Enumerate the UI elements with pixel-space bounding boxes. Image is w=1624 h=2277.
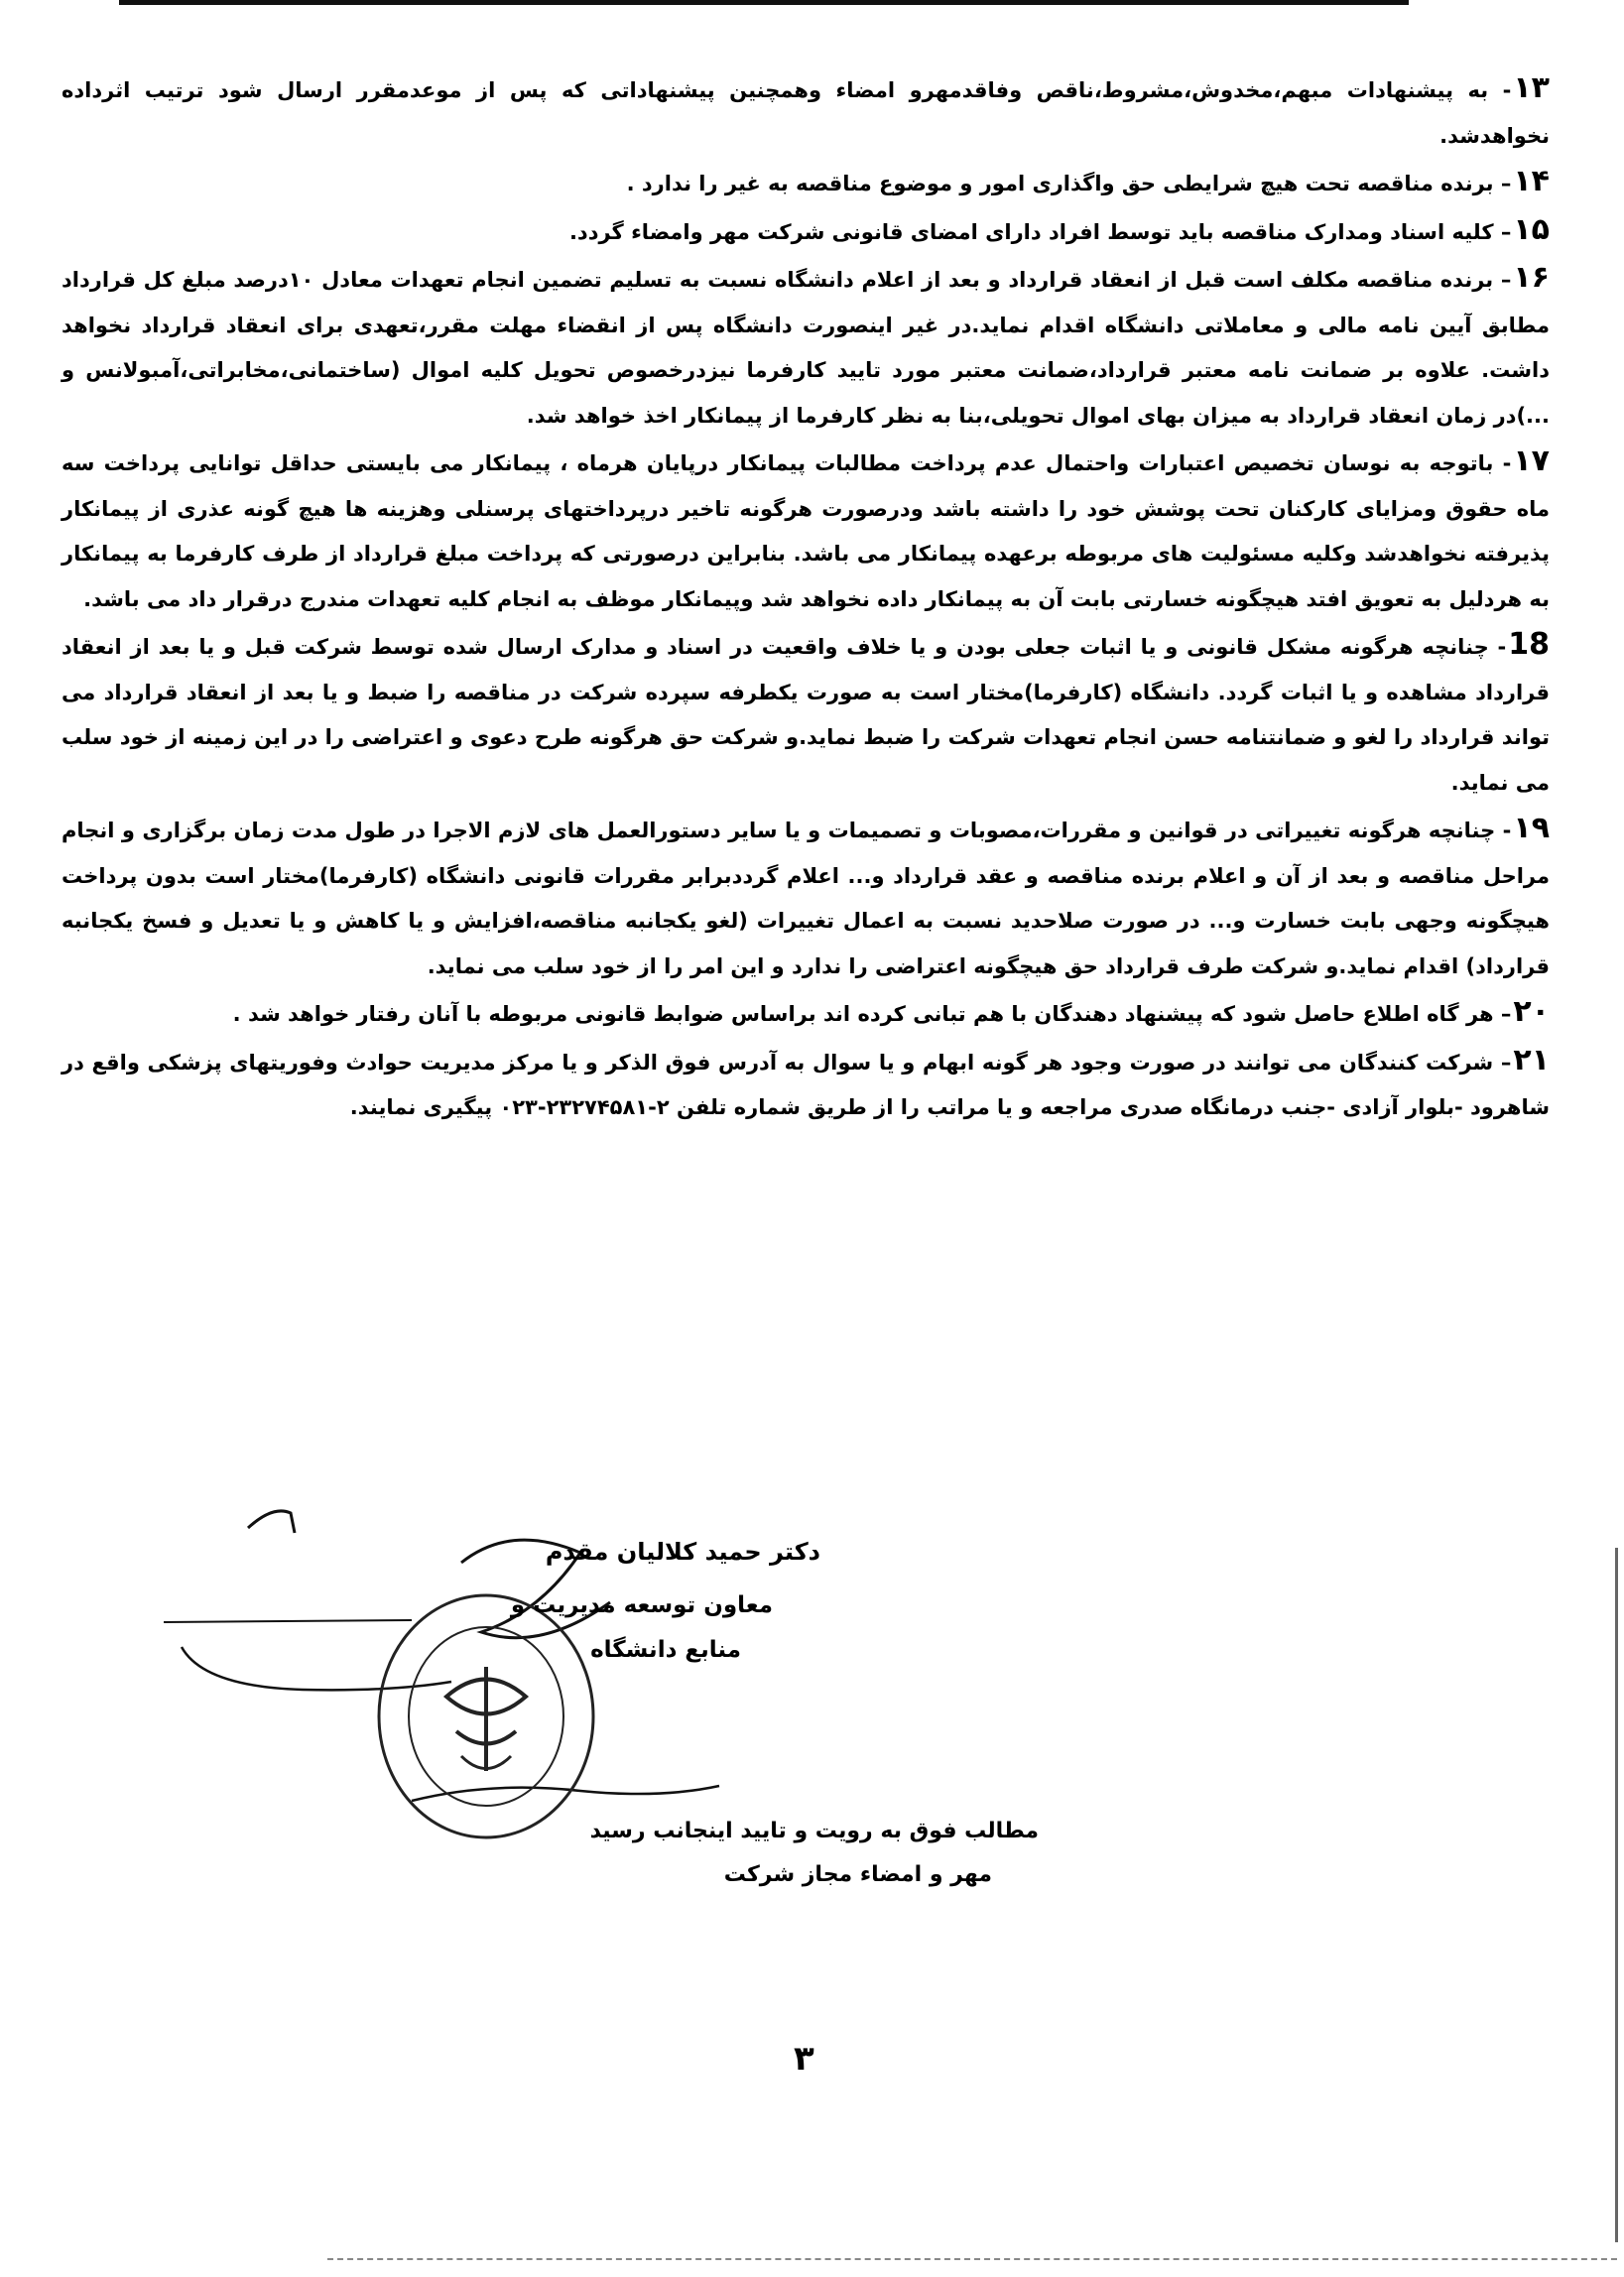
scan-edge-top: [119, 0, 1409, 5]
clause-13: ۱۳- به پیشنهادات مبهم،مخدوش،مشروط،ناقص وفاقدمهرو امضاء وهمچنین پیشنهاداتی که پس از موعدمقرر ارسال شود ترتیب اثرداده نخواهدشد.: [62, 70, 1550, 148]
clauses-list: [62, 65, 1550, 1131]
clause-16: ۱۶– برنده مناقصه مکلف است قبل از انعقاد قرارداد و بعد از اعلام دانشگاه نسبت به تسلیم تضمین انجام تعهدات معادل ۱۰درصد مبلغ کل قرارداد مطابق آیین نامه مالی و معاملاتی دانشگاه اقدام نماید.در غیر اینصورت دانشگاه پس از انقضاء مهلت مقرر،تعهدی برای انعقاد قرارداد نخواهد داشت. علاوه بر ضمانت نامه معتبر قرارداد،ضمانت معتبر مورد تایید کارفرما نیزدرخصوص تحویل کلیه اموال (ساختمانی،مخابراتی،آمبولانس و ...)در زمان انعقاد قرارداد به میزان بهای اموال تحویلی،بنا به نظر کارفرما از پیمانکار اخذ خواهد شد.: [62, 260, 1550, 428]
company-seal-label: مهر و امضاء مجاز شرکت: [723, 1862, 992, 1887]
clause-14: ۱۴– برنده مناقصه تحت هیچ شرایطی حق واگذاری امور و موضوع مناقصه به غیر را ندارد .: [626, 164, 1550, 198]
signer-title-line-1: معاون توسعه مدیریت و: [510, 1592, 773, 1618]
approval-statement: مطالب فوق به رویت و تایید اینجانب رسید: [589, 1819, 1039, 1843]
clause-19: ۱۹- چنانچه هرگونه تغییراتی در قوانین و مقررات،مصوبات و تصمیمات و یا سایر دستورالعمل های لازم الاجرا در طول مدت زمان برگزاری و انجام مراحل مناقصه و بعد از آن و اعلام برنده مناقصه و عقد قرارداد و... اعلام گرددبرابر مقررات قانونی دانشگاه (کارفرما)مختار است بدون پرداخت هیچگونه وجهی بابت خسارت و... در صورت صلاحدید نسبت به اعمال تغییرات (لغو یکجانبه مناقصه،افزایش و یا کاهش و یا تعدیل و فسخ یکجانبه قرارداد) اقدام نماید.و شرکت طرف قرارداد حق هیچگونه اعتراضی را ندارد و این امر را از خود سلب می نماید.: [62, 811, 1551, 978]
clause-15: ۱۵– کلیه اسناد ومدارک مناقصه باید توسط افراد دارای امضای قانونی شرکت مهر وامضاء گردد.: [568, 211, 1550, 247]
signer-name: دکتر حمید کلالیان مقدم: [545, 1538, 820, 1566]
official-stamp: [372, 1582, 600, 1845]
clause-18: 18- چنانچه هرگونه مشکل قانونی و یا اثبات جعلی بودن و یا خلاف واقعیت در اسناد و مدارک ارسال شده توسط شرکت قبل و یا بعد از انعقاد قرارداد مشاهده و یا اثبات گردد. دانشگاه (کارفرما)مختار است به صورت یکطرفه سپرده شرکت در مناقصه را ضبط و یا بعد از انعقاد قرارداد می تواند قرارداد را لغو و ضمانتنامه حسن انجام تعهدات شرکت را ضبط نماید.و شرکت حق هرگونه طرح دعوی و اعتراضی را در این زمینه از خود سلب می نماید.: [62, 627, 1550, 795]
page-number: ۳: [794, 2039, 814, 2079]
clause-17: ۱۷- باتوجه به نوسان تخصیص اعتبارات واحتمال عدم پرداخت مطالبات پیمانکار درپایان هرماه ، پیمانکار می بایستی حداقل توانایی پرداخت سه ماه حقوق ومزایای کارکنان تحت پوشش خود را داشته باشد ودرصورت هرگونه تاخیر درپرداختهای پرسنلی وهزینه ها هیچ گونه عذری از پیمانکار پذیرفته نخواهدشد وکلیه مسئولیت های مربوطه برعهده پیمانکار می باشد. بنابراین درصورتی که پرداخت مبلغ قرارداد از طرف کارفرما به پیمانکار به هردلیل به تعویق افتد هیچگونه خسارتی بابت آن به پیمانکار داده نخواهد شد وپیمانکار موظف به انجام کلیه تعهدات مندرج درقرار داد می باشد.: [62, 443, 1550, 611]
scan-edge-bottom: [327, 2258, 1617, 2263]
clause-20: ۲۰– هر گاه اطلاع حاصل شود که پیشنهاد دهندگان با هم تبانی کرده اند براساس ضوابط قانونی مربوطه با آنان رفتار خواهد شد .: [232, 994, 1550, 1029]
signature-block: [164, 1483, 1037, 1910]
scan-edge-right: [1615, 1548, 1618, 2242]
clause-21: ۲۱– شرکت کنندگان می توانند در صورت وجود هر گونه ابهام و یا سوال به آدرس فوق الذکر و یا مرکز مدیریت حوادث وفوریتهای پزشکی واقع در شاهرود -بلوار آزادی -جنب درمانگاه صدری مراجعه و یا مراتب را از طریق شماره تلفن ۲-۲۳۲۷۴۵۸۱-۰۲۳ پیگیری نمایند.: [62, 1042, 1551, 1119]
signer-title-line-2: منابع دانشگاه: [590, 1637, 741, 1663]
